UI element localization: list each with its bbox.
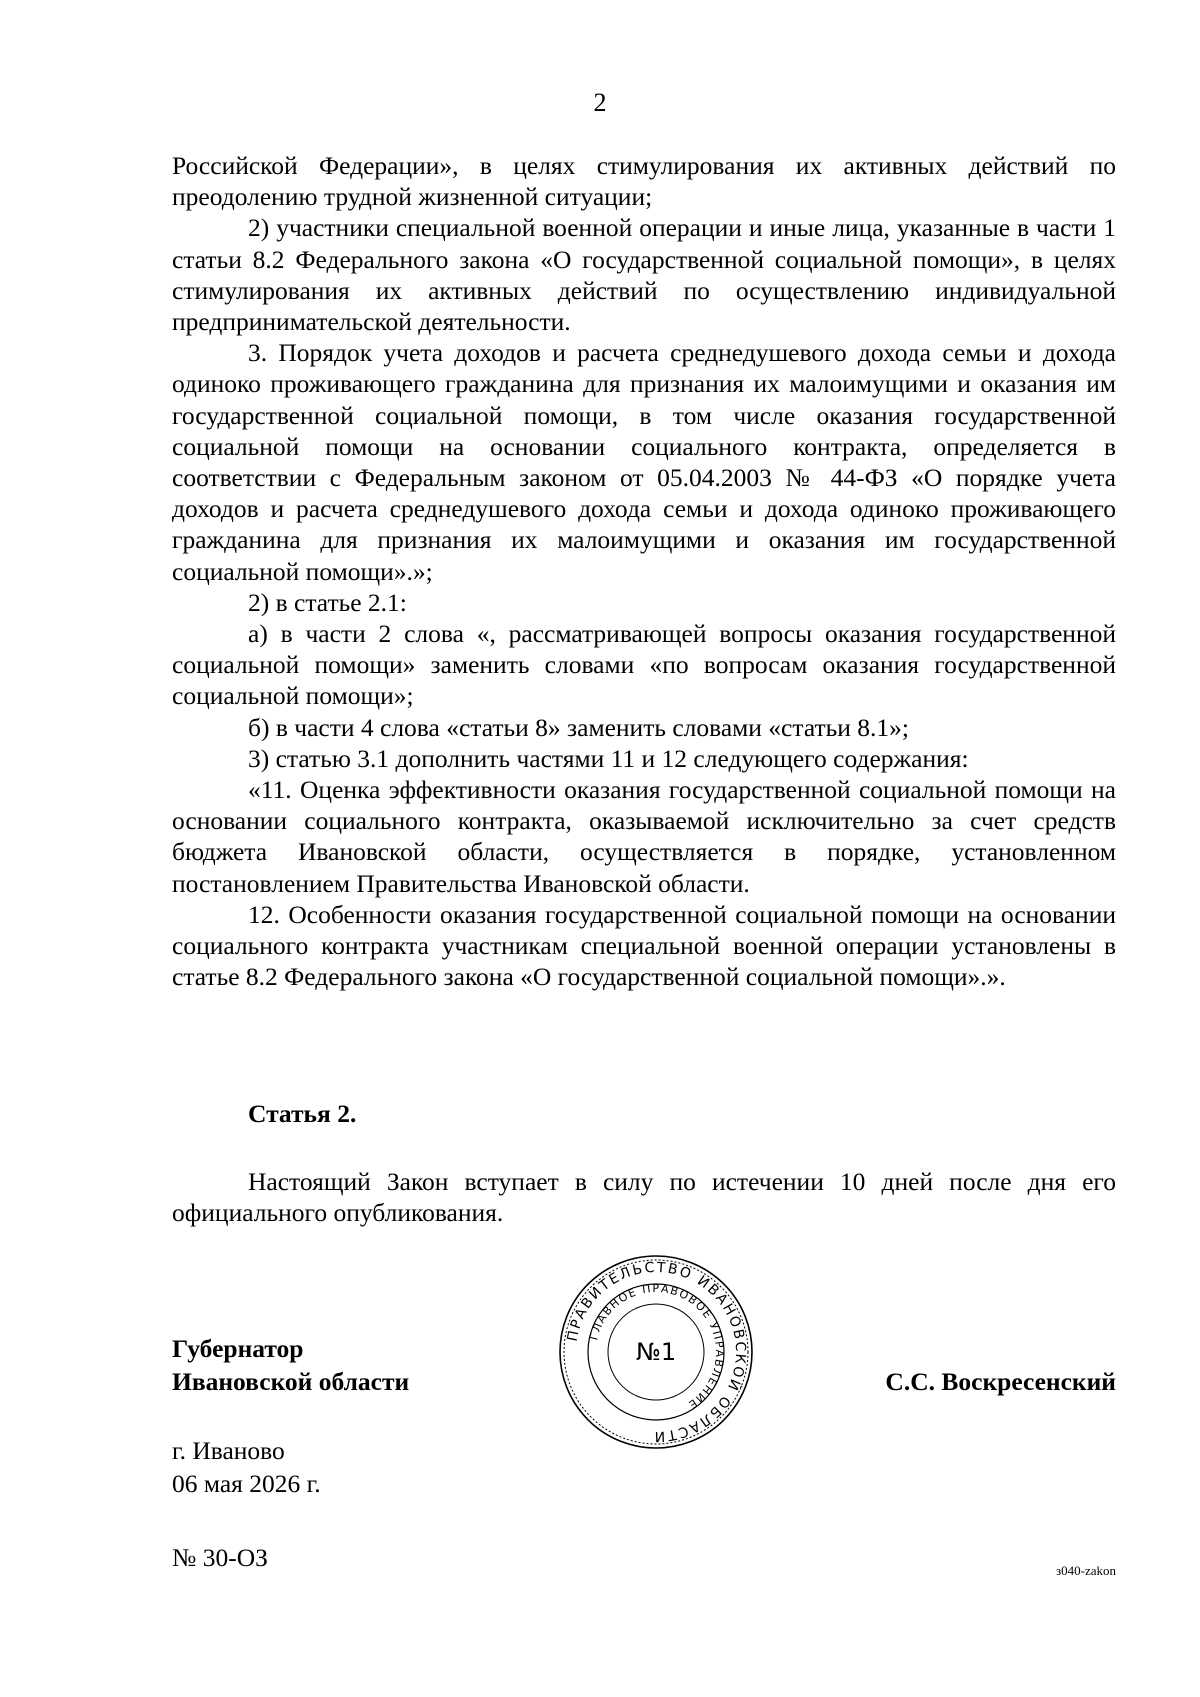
signing-date: 06 мая 2026 г. — [172, 1469, 321, 1498]
signatory-title-line2: Ивановской области — [172, 1367, 410, 1396]
article-heading: Статья 2. — [248, 1099, 357, 1128]
paragraph-subitem-a: а) в части 2 слова «, рассматривающей вопросы оказания государственной социальной помощи» заменить словами «по вопросам оказания государственной социальной помощи»; — [172, 619, 1116, 711]
page-number: 2 — [593, 88, 607, 117]
law-body-text — [172, 150, 1116, 992]
official-stamp — [556, 1252, 756, 1452]
law-number: № 30-ОЗ — [172, 1543, 268, 1572]
paragraph-article-2-1: 2) в статье 2.1: — [248, 587, 407, 617]
paragraph-part-3: 3. Порядок учета доходов и расчета среднедушевого дохода семьи и дохода одиноко проживающего гражданина для признания их малоимущими и оказания им государственной социальной помощи, в том числе оказания государственной социальной помощи на основании социального контракта, определяется в соответствии с Федеральным законом от 05.04.2003 № 44-ФЗ «О порядке учета доходов и расчета среднедушевого дохода семьи и дохода одиноко проживающего гражданина для признания их малоимущими и оказания им государственной социальной помощи».»; — [172, 338, 1116, 586]
effective-date-paragraph: Настоящий Закон вступает в силу по истечении 10 дней после дня его официального опубликования. — [172, 1167, 1116, 1228]
document-code: з040-zakon — [1055, 1563, 1116, 1578]
closing-text — [172, 1166, 1116, 1228]
signatory-title-line1: Губернатор — [172, 1334, 304, 1363]
paragraph-continuation: Российской Федерации», в целях стимулирования их активных действий по преодолению трудной жизненной ситуации; — [172, 151, 1116, 212]
signatory-name: С.С. Воскресенский — [885, 1367, 1116, 1396]
paragraph-subitem-b: б) в части 4 слова «статьи 8» заменить словами «статьи 8.1»; — [248, 712, 909, 742]
stamp-inner-text: ГЛАВНОЕ ПРАВОВОЕ УПРАВЛЕНИЕ — [587, 1281, 727, 1412]
paragraph-part-11: «11. Оценка эффективности оказания государственной социальной помощи на основании социального контракта, оказываемой исключительно за счет средств бюджета Ивановской области, осуществляется в порядке, установленном постановлением Правительства Ивановской области. — [172, 775, 1116, 898]
stamp-outer-text: ПРАВИТЕЛЬСТВО ИВАНОВСКОЙ ОБЛАСТИ — [564, 1259, 749, 1445]
paragraph-part-12: 12. Особенности оказания государственной социальной помощи на основании социального контракта участникам специальной военной операции установлены в статье 8.2 Федерального закона «О государственной социальной помощи».». — [172, 899, 1116, 992]
stamp-number: №1 — [635, 1338, 677, 1366]
place-and-date — [172, 1434, 321, 1500]
signing-place: г. Иваново — [172, 1436, 285, 1465]
paragraph-article-3-1: 3) статью 3.1 дополнить частями 11 и 12 следующего содержания: — [248, 743, 969, 773]
signatory-title — [172, 1332, 409, 1398]
paragraph-item-2: 2) участники специальной военной операции и иные лица, указанные в части 1 статьи 8.2 Федерального закона «О государственной социальной помощи», в целях стимулирования их активных действий по осуществлению индивидуальной предпринимательской деятельности. — [172, 213, 1116, 337]
